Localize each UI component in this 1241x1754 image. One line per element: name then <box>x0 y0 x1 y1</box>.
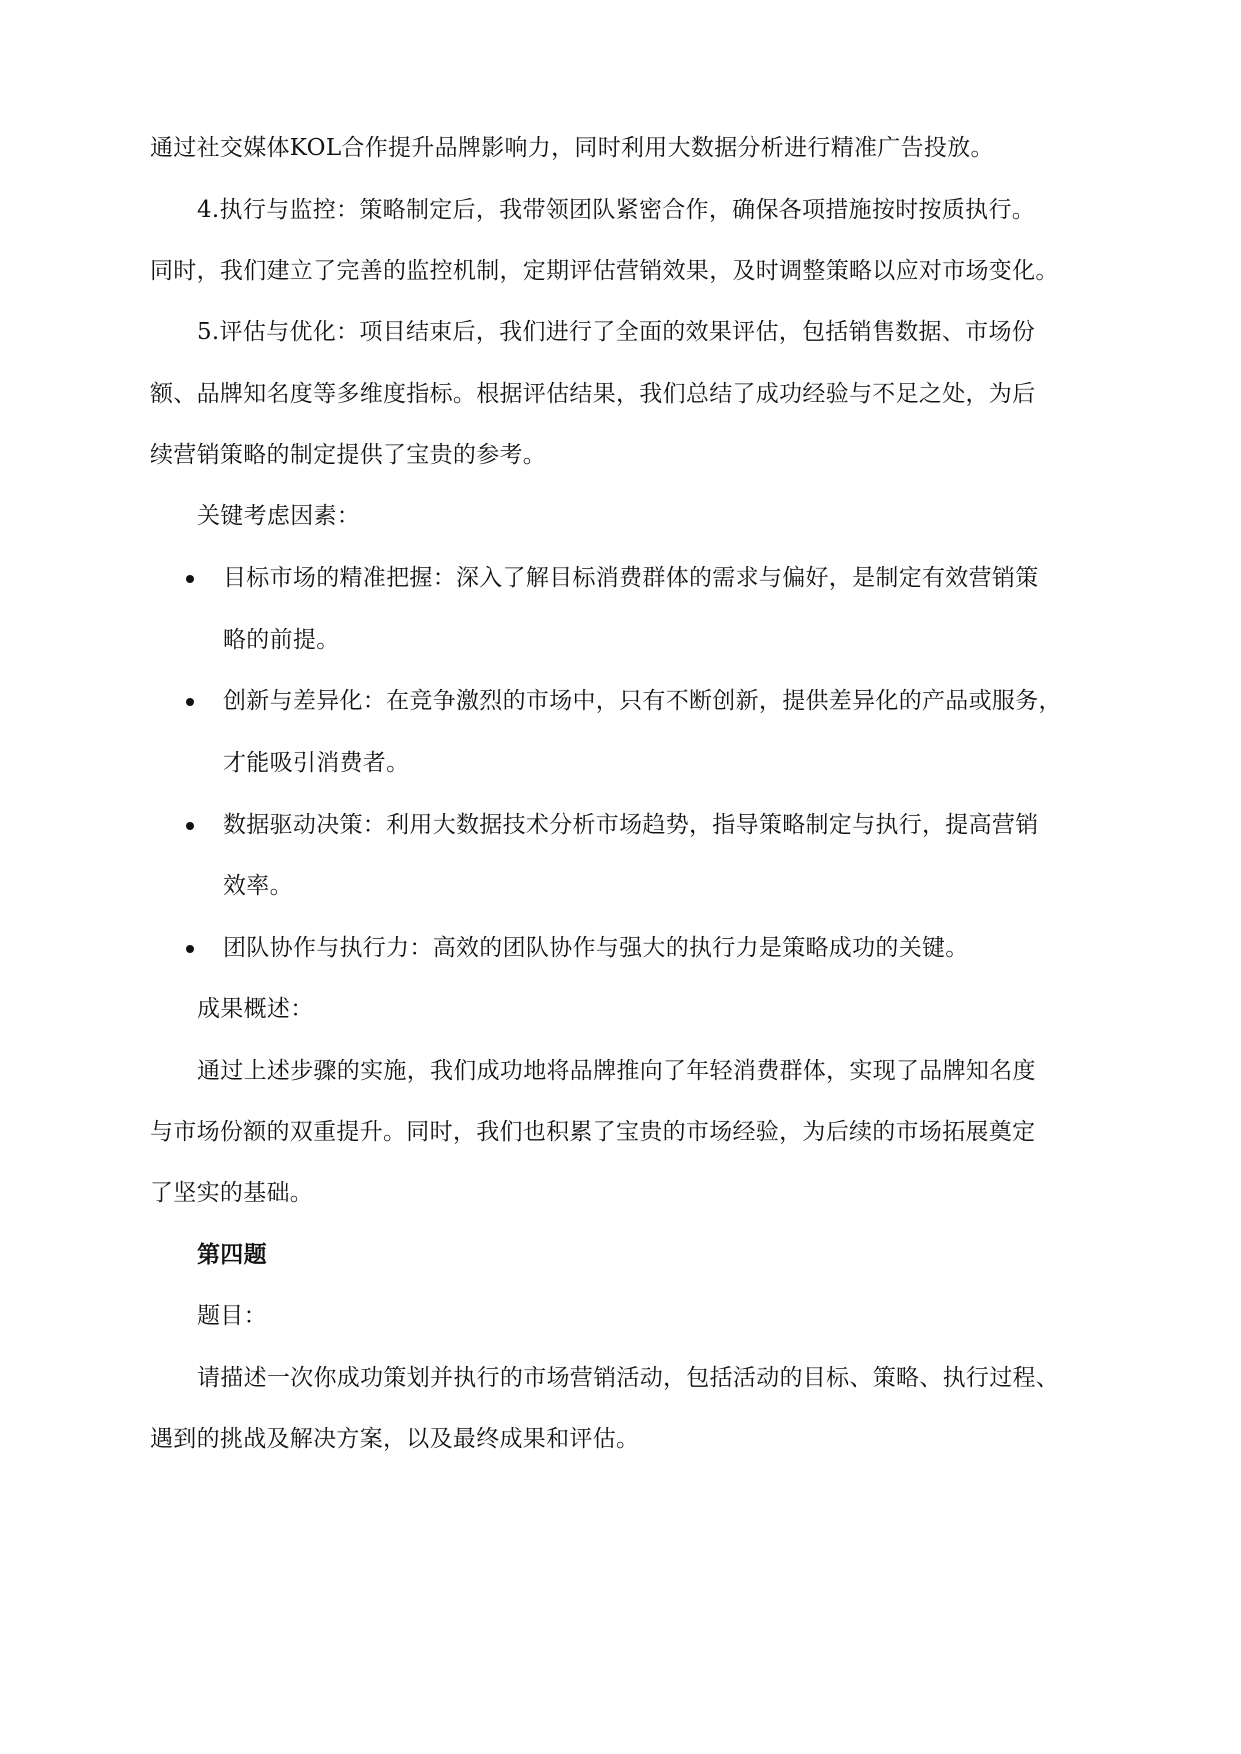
bullet-line: 效率。 <box>223 873 293 899</box>
bullet-icon <box>186 575 194 583</box>
bullet-icon <box>186 822 194 830</box>
results-heading: 成果概述： <box>197 996 314 1022</box>
paragraph-line: 通过上述步骤的实施，我们成功地将品牌推向了年轻消费群体，实现了品牌知名度 <box>197 1058 1036 1084</box>
bullet-line: 目标市场的精准把握：深入了解目标消费群体的需求与偏好，是制定有效营销策 <box>223 565 1039 591</box>
paragraph-line: 5.评估与优化：项目结束后，我们进行了全面的效果评估，包括销售数据、市场份 <box>197 319 1036 345</box>
paragraph-line: 额、品牌知名度等多维度指标。根据评估结果，我们总结了成功经验与不足之处，为后 <box>150 381 1036 407</box>
bullet-icon <box>186 945 194 953</box>
paragraph-line: 4.执行与监控：策略制定后，我带领团队紧密合作，确保各项措施按时按质执行。 <box>197 197 1036 223</box>
paragraph-line: 同时，我们建立了完善的监控机制，定期评估营销效果，及时调整策略以应对市场变化。 <box>150 258 1059 284</box>
paragraph-line: 了坚实的基础。 <box>150 1180 314 1206</box>
paragraph-line: 续营销策略的制定提供了宝贵的参考。 <box>150 442 547 468</box>
bullet-line: 团队协作与执行力：高效的团队协作与强大的执行力是策略成功的关键。 <box>223 935 969 961</box>
paragraph-line: 遇到的挑战及解决方案，以及最终成果和评估。 <box>150 1426 640 1452</box>
bullet-line: 才能吸引消费者。 <box>223 750 410 776</box>
paragraph-line: 请描述一次你成功策划并执行的市场营销活动，包括活动的目标、策略、执行过程、 <box>197 1365 1060 1391</box>
bullet-line: 创新与差异化：在竞争激烈的市场中，只有不断创新，提供差异化的产品或服务， <box>223 688 1062 714</box>
paragraph-line: 与市场份额的双重提升。同时，我们也积累了宝贵的市场经验，为后续的市场拓展奠定 <box>150 1119 1036 1145</box>
bullet-line: 略的前提。 <box>223 627 340 653</box>
question-label: 题目： <box>197 1303 267 1329</box>
bullet-line: 数据驱动决策：利用大数据技术分析市场趋势，指导策略制定与执行，提高营销 <box>223 812 1039 838</box>
bullet-icon <box>186 698 194 706</box>
key-factors-heading: 关键考虑因素： <box>197 503 361 529</box>
section-title: 第四题 <box>197 1241 267 1268</box>
paragraph-line: 通过社交媒体KOL合作提升品牌影响力，同时利用大数据分析进行精准广告投放。 <box>150 135 994 161</box>
